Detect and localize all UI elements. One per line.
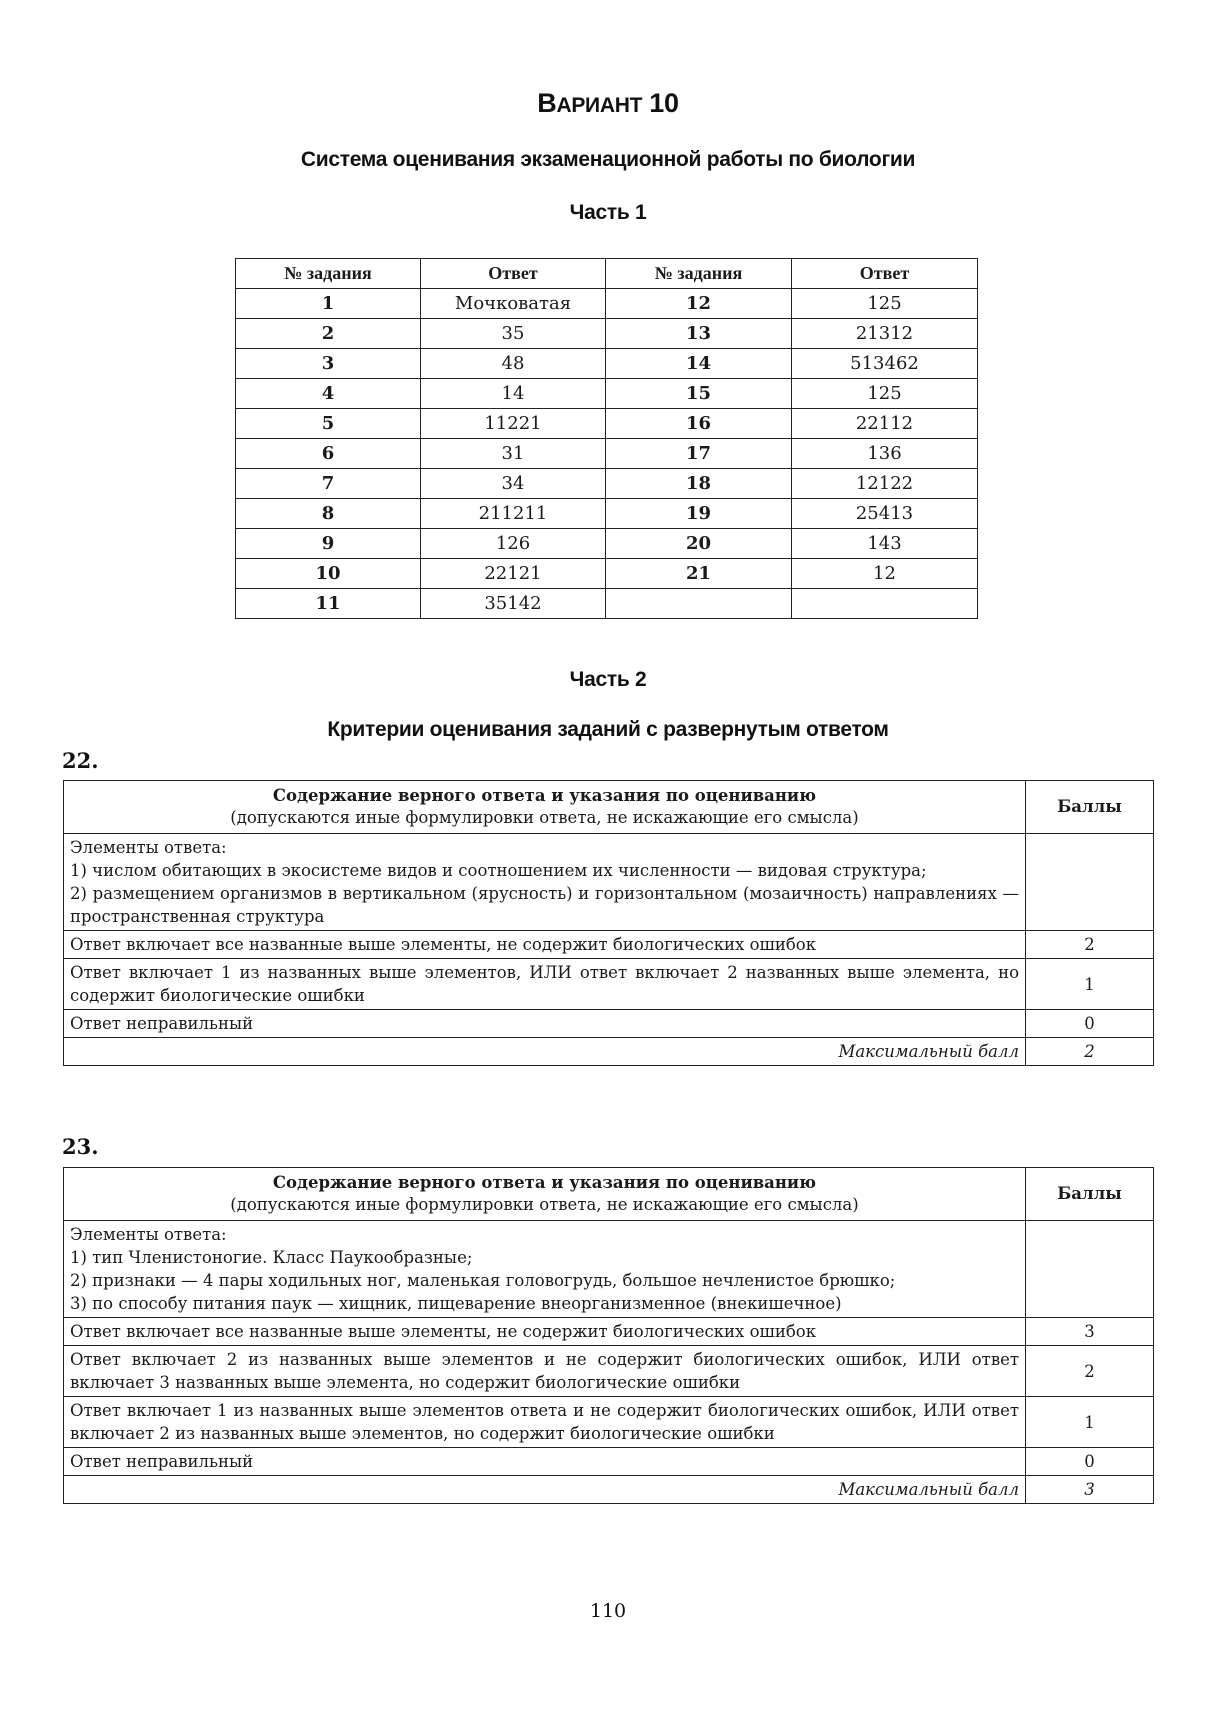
criterion-score: 1: [1026, 1397, 1154, 1448]
score-cell-empty: [1026, 834, 1154, 931]
answer-element: 2) размещением организмов в вертикальном (ярусность) и горизонтальном (мозаичность) направлениях — пространственная структура: [70, 884, 1019, 926]
header-answer-1: Ответ: [421, 259, 606, 289]
answer-elements: [64, 1221, 1026, 1318]
answer-value: 35142: [421, 589, 606, 619]
criterion-score: 2: [1026, 1346, 1154, 1397]
score-header: Баллы: [1026, 781, 1154, 834]
variant-title-initial: В: [537, 88, 557, 118]
task-number: 20: [606, 529, 792, 559]
task-number: 6: [236, 439, 421, 469]
answer-value: 125: [792, 379, 978, 409]
answer-value: 211211: [421, 499, 606, 529]
answer-elements-row: [64, 1221, 1154, 1318]
task-number: 18: [606, 469, 792, 499]
criterion-text: Ответ включает 1 из названных выше элементов, ИЛИ ответ включает 2 названных выше элемента, но содержит биологические ошибки: [64, 959, 1026, 1010]
max-score-value: 3: [1026, 1476, 1154, 1504]
answer-value: 136: [792, 439, 978, 469]
criterion-text: Ответ неправильный: [64, 1010, 1026, 1038]
page-number: 110: [589, 1600, 627, 1622]
answer-element: 1) тип Членистоногие. Класс Паукообразные;: [70, 1248, 473, 1267]
answer-value: 125: [792, 289, 978, 319]
task-number: 7: [236, 469, 421, 499]
answer-value: 12122: [792, 469, 978, 499]
max-score-row: [64, 1038, 1154, 1066]
task-number: 1: [236, 289, 421, 319]
answer-element: 1) числом обитающих в экосистеме видов и соотношением их численности — видовая структура;: [70, 861, 927, 880]
criterion-row: [64, 1318, 1154, 1346]
task-number: 4: [236, 379, 421, 409]
table-row: [236, 349, 978, 379]
criterion-row: [64, 1346, 1154, 1397]
part2-title: Часть 2: [569, 668, 647, 691]
task-22-criteria-table: [63, 780, 1154, 1066]
content-header-note: (допускаются иные формулировки ответа, не искажающие его смысла): [230, 1195, 859, 1214]
table-row: [236, 589, 978, 619]
grading-system-title: Система оценивания экзаменационной работы по биологии: [300, 148, 916, 171]
content-header: [64, 1168, 1026, 1221]
variant-title-rest: АРИАНТ: [556, 94, 643, 117]
answer-elements: [64, 834, 1026, 931]
max-score-label: Максимальный балл: [64, 1038, 1026, 1066]
task-number: 9: [236, 529, 421, 559]
header-answer-2: Ответ: [792, 259, 978, 289]
answer-value: 34: [421, 469, 606, 499]
task-number: 5: [236, 409, 421, 439]
criterion-score: 0: [1026, 1010, 1154, 1038]
criterion-row: [64, 931, 1154, 959]
task-number: [606, 589, 792, 619]
header-task-number-1: № задания: [236, 259, 421, 289]
score-header: Баллы: [1026, 1168, 1154, 1221]
table-row: [236, 469, 978, 499]
content-header-title: Содержание верного ответа и указания по оцениванию: [272, 786, 817, 805]
task-number: 2: [236, 319, 421, 349]
answers-header-row: [236, 259, 978, 289]
answer-value: 35: [421, 319, 606, 349]
answer-element: 3) по способу питания паук — хищник, пищеварение внеорганизменное (внекишечное): [70, 1294, 842, 1313]
max-score-label: Максимальный балл: [64, 1476, 1026, 1504]
max-score-value: 2: [1026, 1038, 1154, 1066]
answer-value: 22121: [421, 559, 606, 589]
criterion-row: [64, 959, 1154, 1010]
task-number: 17: [606, 439, 792, 469]
table-row: [236, 319, 978, 349]
criterion-score: 1: [1026, 959, 1154, 1010]
answer-value: 22112: [792, 409, 978, 439]
table-row: [236, 289, 978, 319]
criterion-score: 3: [1026, 1318, 1154, 1346]
max-score-row: [64, 1476, 1154, 1504]
task-number: 10: [236, 559, 421, 589]
task-number: 16: [606, 409, 792, 439]
variant-title: [0, 88, 1216, 119]
answer-value: [792, 589, 978, 619]
header-task-number-2: № задания: [606, 259, 792, 289]
variant-number: 10: [649, 88, 679, 118]
criterion-row: [64, 1448, 1154, 1476]
criterion-row: [64, 1010, 1154, 1038]
task-number: 8: [236, 499, 421, 529]
task-22-number: 22.: [62, 748, 99, 773]
criterion-text: Ответ неправильный: [64, 1448, 1026, 1476]
content-header-title: Содержание верного ответа и указания по оцениванию: [272, 1173, 817, 1192]
answer-value: 21312: [792, 319, 978, 349]
task-number: 19: [606, 499, 792, 529]
answer-value: Мочковатая: [421, 289, 606, 319]
part1-title: Часть 1: [569, 201, 647, 224]
answer-value: 143: [792, 529, 978, 559]
table-row: [236, 409, 978, 439]
criteria-title: Критерии оценивания заданий с развернутым ответом: [327, 718, 889, 741]
answer-value: 11221: [421, 409, 606, 439]
elements-label: Элементы ответа:: [70, 838, 227, 857]
score-cell-empty: [1026, 1221, 1154, 1318]
criterion-text: Ответ включает все названные выше элементы, не содержит биологических ошибок: [64, 931, 1026, 959]
task-number: 21: [606, 559, 792, 589]
answer-value: 126: [421, 529, 606, 559]
task-number: 15: [606, 379, 792, 409]
answer-value: 12: [792, 559, 978, 589]
content-header: [64, 781, 1026, 834]
criterion-score: 2: [1026, 931, 1154, 959]
table-row: [236, 499, 978, 529]
task-23-criteria-table: [63, 1167, 1154, 1504]
task-number: 14: [606, 349, 792, 379]
table-row: [236, 439, 978, 469]
answer-value: 48: [421, 349, 606, 379]
task-number: 13: [606, 319, 792, 349]
elements-label: Элементы ответа:: [70, 1225, 227, 1244]
answer-value: 25413: [792, 499, 978, 529]
task-23-number: 23.: [62, 1134, 99, 1159]
answer-value: 31: [421, 439, 606, 469]
answer-value: 513462: [792, 349, 978, 379]
answer-elements-row: [64, 834, 1154, 931]
criteria-header-row: [64, 1168, 1154, 1221]
answer-element: 2) признаки — 4 пары ходильных ног, маленькая головогрудь, большое нечленистое брюшко;: [70, 1271, 896, 1290]
task-number: 11: [236, 589, 421, 619]
task-number: 3: [236, 349, 421, 379]
criterion-row: [64, 1397, 1154, 1448]
criteria-header-row: [64, 781, 1154, 834]
criterion-score: 0: [1026, 1448, 1154, 1476]
answer-value: 14: [421, 379, 606, 409]
table-row: [236, 529, 978, 559]
criterion-text: Ответ включает 2 из названных выше элементов и не содержит биологических ошибок, ИЛИ ответ включает 3 названных выше элемента, но содержит биологические ошибки: [64, 1346, 1026, 1397]
content-header-note: (допускаются иные формулировки ответа, не искажающие его смысла): [230, 808, 859, 827]
table-row: [236, 559, 978, 589]
task-number: 12: [606, 289, 792, 319]
part1-answers-table: [235, 258, 978, 619]
criterion-text: Ответ включает все названные выше элементы, не содержит биологических ошибок: [64, 1318, 1026, 1346]
criterion-text: Ответ включает 1 из названных выше элементов ответа и не содержит биологических ошибок, ИЛИ ответ включает 2 из названных выше элементов, но содержит биологические ошибки: [64, 1397, 1026, 1448]
table-row: [236, 379, 978, 409]
